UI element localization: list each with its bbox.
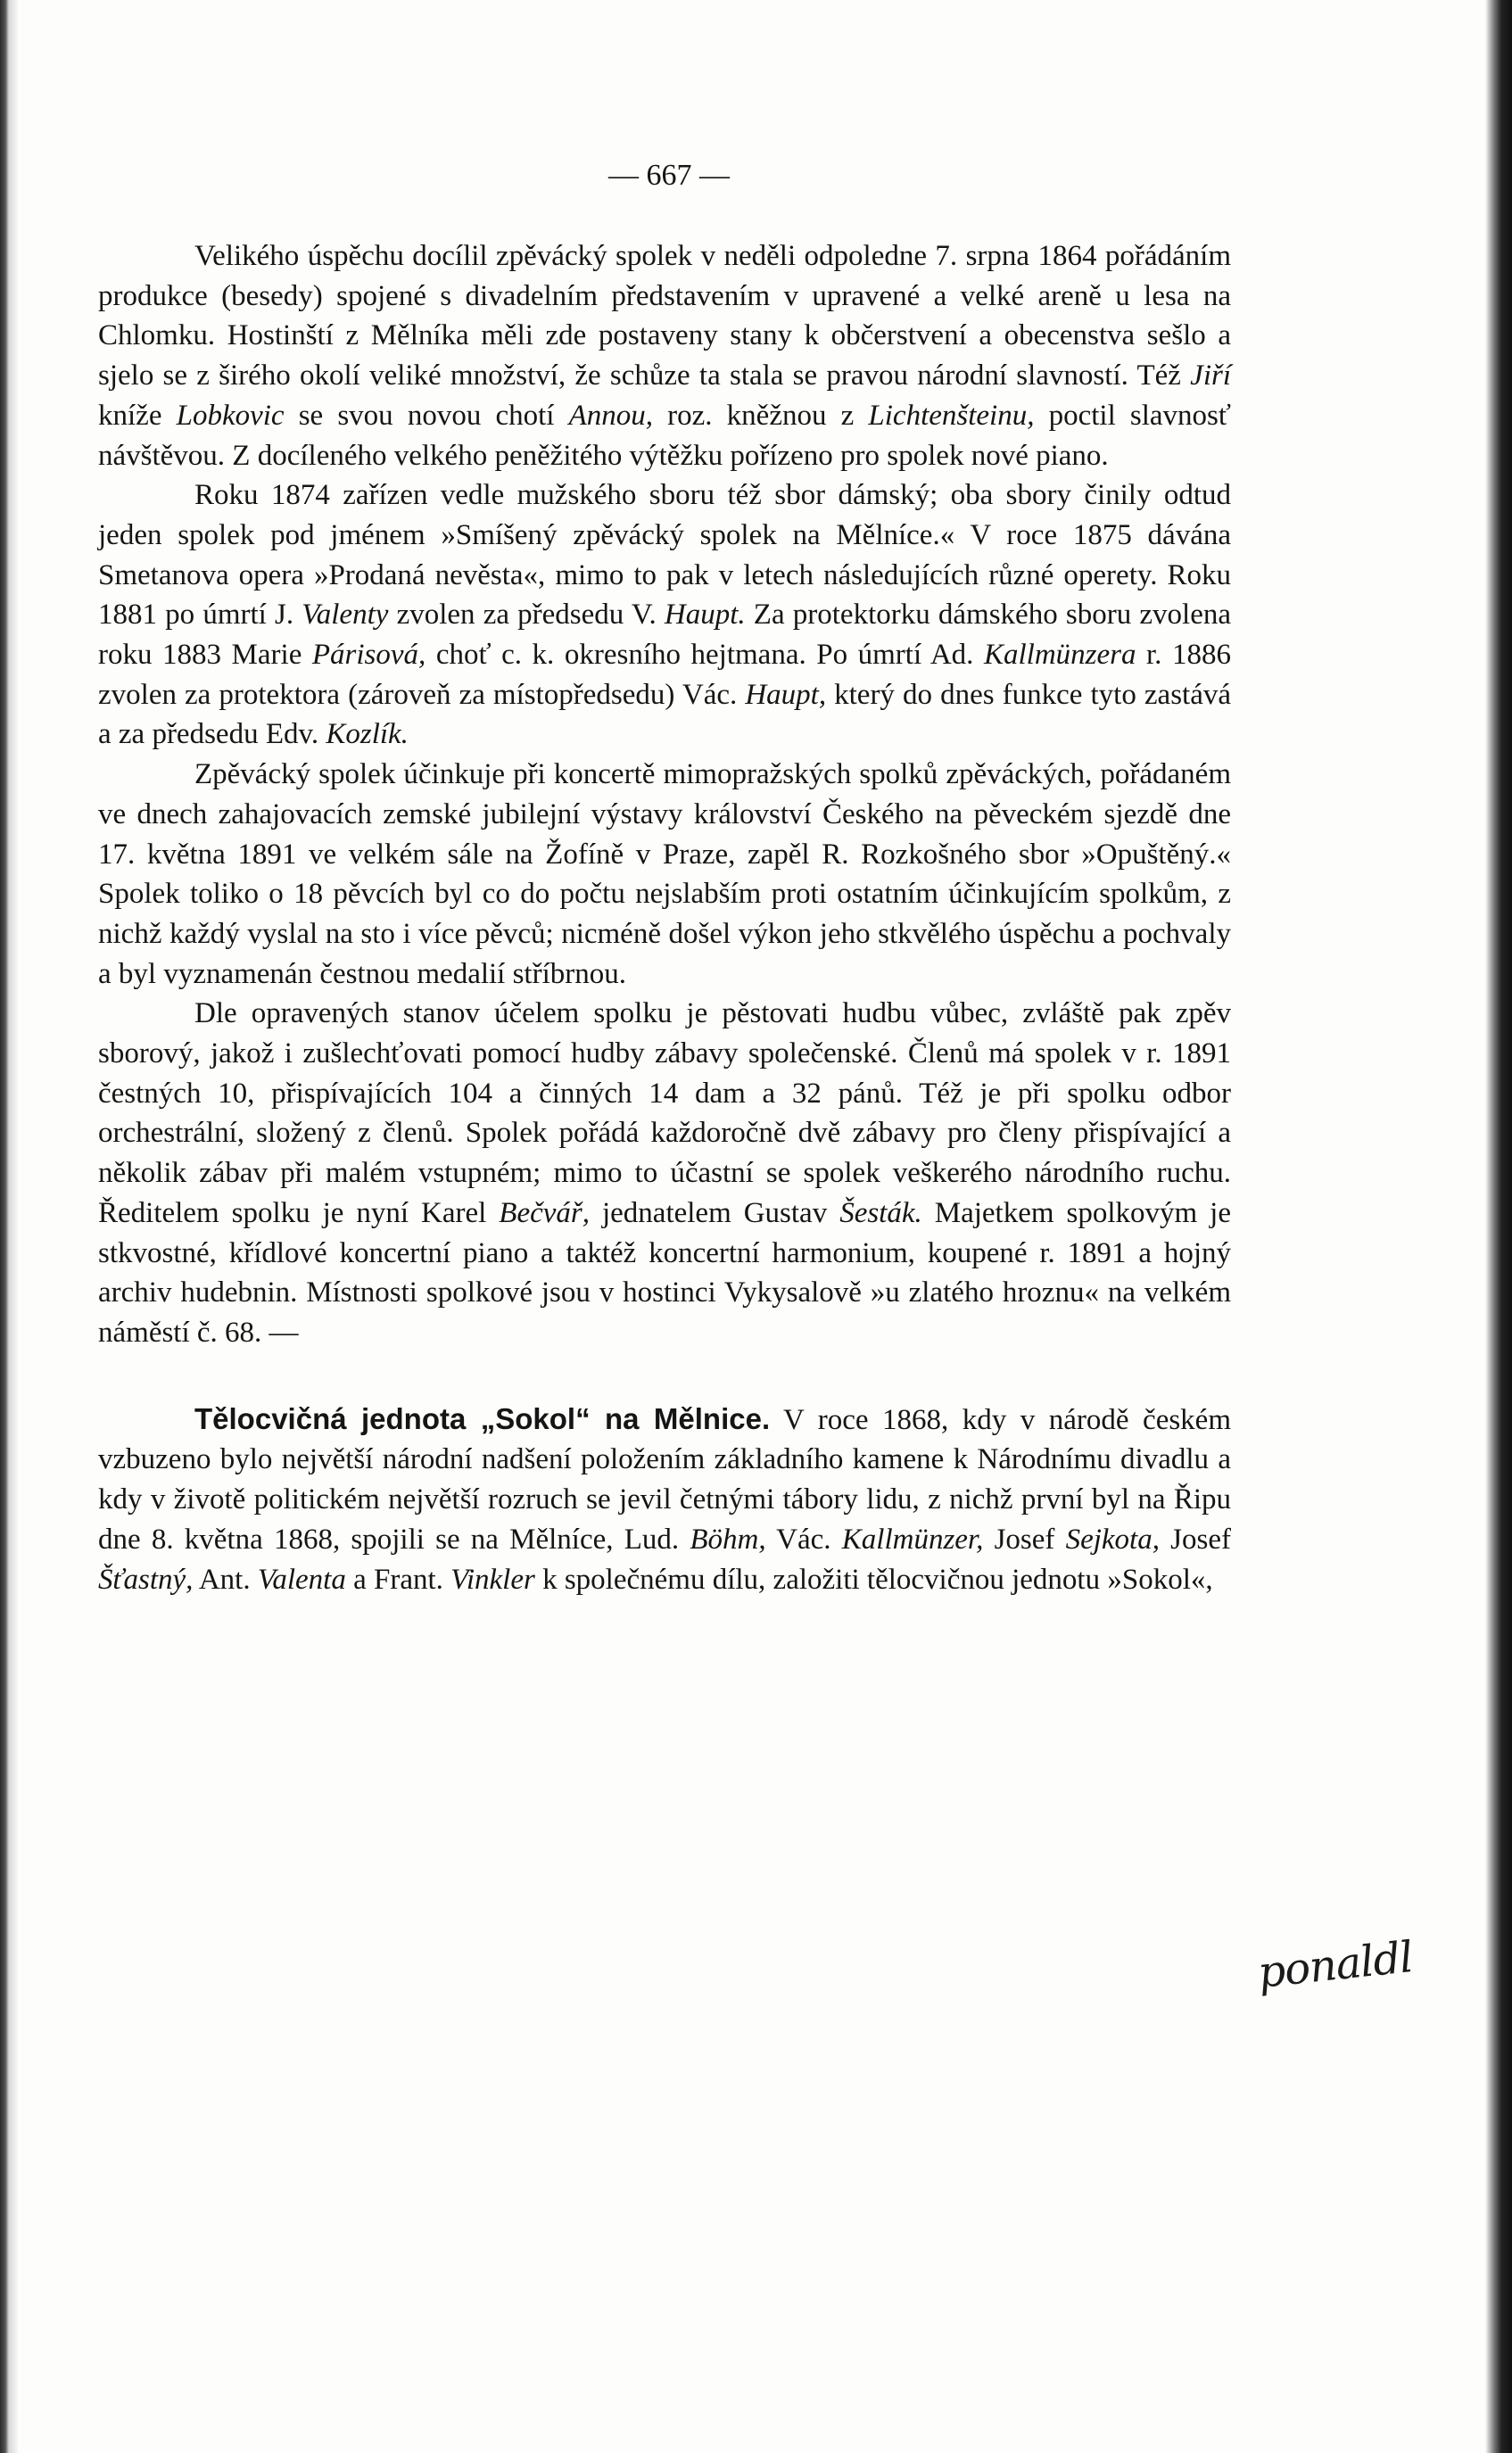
- italic-name: Jiří: [1190, 359, 1231, 392]
- text-run: Roku 1874 zařízen vedle mužského sboru též sbor dámský; oba sbory činily odtud jeden spolek pod jménem »Smíšený zpěvácký spolek na Mělníce.« V roce 1875 dávána Smetanova opera »Prodaná nevěsta«, mimo to pak v letech následujících různé operety. Roku 1881 po úmrtí J.: [98, 479, 1231, 632]
- text-run: Ant.: [193, 1563, 258, 1596]
- page-number: — 667 —: [608, 159, 730, 192]
- italic-name: Böhm,: [690, 1523, 766, 1556]
- text-run: Zpěvácký spolek účinkuje při koncertě mimopražských spolků zpěváckých, pořádaném ve dnech zahajovacích zemské jubilejní výstavy království Českého na pěveckém sjezdě dne 17. května 1891 ve velkém sále na Žofíně v Praze, zapěl R. Rozkošného sbor »Opuštěný.« Spolek toliko o 18 pěvcích byl co do počtu nejslabším proti ostatním účinkujícím spolkům, z nichž každý vyslal na sto i více pěvců; nicméně došel výkon jeho stkvělého úspěchu a pochvaly a byl vyznamenán čestnou medalií stříbrnou.: [98, 758, 1231, 990]
- text-run: Velikého úspěchu docílil zpěvácký spolek v neděli odpoledne 7. srpna 1864 pořádáním produkce (besedy) spojené s divadelním představením v upravené a velké areně u lesa na Chlomku. Hostinští z Mělníka měli zde postaveny stany k občerstvení a obecenstva sešlo a sjelo se z širého okolí veliké množství, že schůze ta stala se pravou národní slavností. Též: [98, 240, 1231, 392]
- text-run: V roce 1868, kdy v národě českém vzbuzeno bylo největší národní nadšení položením základního kamene k Národnímu divadlu a kdy v životě politickém největší rozruch se jevil četnými tábory lidu, z nichž první byl na Řipu dne 8. května 1868, spojili se na Mělníce, Lud.: [98, 1403, 1231, 1556]
- paragraph: [98, 1400, 1231, 1600]
- text-run: roz. kněžnou z: [653, 399, 869, 432]
- italic-name: Annou,: [568, 399, 654, 432]
- italic-name: Valenty: [302, 599, 389, 632]
- text-run: kníže: [98, 399, 177, 432]
- paragraph: [98, 755, 1231, 994]
- italic-name: Haupt,: [745, 678, 827, 711]
- italic-name: Valenta: [257, 1563, 346, 1596]
- text-run: poctil slavnosť návštěvou. Z docíleného velkého peněžitého výtěžku pořízeno pro spolek nové piano.: [98, 399, 1231, 472]
- italic-name: Šťastný,: [98, 1563, 194, 1596]
- paragraph: [98, 994, 1231, 1352]
- body-text: [98, 236, 1231, 1599]
- text-run: a Frant.: [345, 1563, 451, 1596]
- italic-name: Sejkota,: [1065, 1523, 1160, 1556]
- italic-name: Lichtenšteinu,: [868, 399, 1035, 432]
- page-right-edge: [1485, 0, 1512, 2453]
- paragraph: [98, 236, 1231, 475]
- text-run: Josef: [983, 1523, 1066, 1556]
- handwritten-margin-note: ponaldl: [1255, 1932, 1416, 1998]
- paragraph: [98, 475, 1231, 755]
- italic-name: Párisová,: [311, 639, 426, 672]
- page-left-edge: [0, 0, 18, 2453]
- text-run: Vác.: [765, 1523, 842, 1556]
- text-run: zvolen za předsedu V.: [388, 599, 665, 632]
- text-run: který do dnes funkce tyto zastává a za předsedu Edv.: [98, 678, 1231, 751]
- italic-name: Lobkovic: [176, 399, 285, 432]
- text-run: Za protektorku dámského sboru zvolena roku 1883 Marie: [98, 599, 1231, 672]
- italic-name: Haupt.: [664, 599, 746, 632]
- italic-name: Šesták.: [839, 1196, 922, 1229]
- text-run: Josef: [1159, 1523, 1232, 1556]
- text-run: Dle opravených stanov účelem spolku je pěstovati hudbu vůbec, zvláště pak zpěv sborový, jakož i zušlechťovati pomocí hudby zábavy společenské. Členů má spolek v r. 1891 čestných 10, přispívajících 104 a činných 14 dam a 32 pánů. Též je při spolku odbor orchestrální, složený z členů. Spolek pořádá každoročně dvě zábavy pro členy přispívající a několik zábav při malém vstupném; mimo to účastní se spolek veškerého národního ruchu. Ředitelem spolku je nyní Karel: [98, 997, 1231, 1229]
- italic-name: Bečvář,: [499, 1196, 590, 1229]
- text-run: r. 1886 zvolen za protektora (zároveň za místopředsedu) Vác.: [98, 639, 1231, 711]
- italic-name: Kallmünzera: [983, 639, 1136, 672]
- text-run: Majetkem spolkovým je stkvostné, křídlové koncertní piano a taktéž koncertní harmonium, koupené r. 1891 a hojný archiv hudebnin. Místnosti spolkové jsou v hostinci Vykysalově »u zlatého hroznu« na velkém náměstí č. 68. —: [98, 1196, 1231, 1349]
- text-run: k společnému dílu, založiti tělocvičnou jednotu »Sokol«,: [534, 1563, 1213, 1596]
- section-heading: Tělocvičná jednota „Sokol“ na Mělnice.: [194, 1401, 771, 1435]
- text-run: se svou novou chotí: [284, 399, 569, 432]
- italic-name: Vinkler: [450, 1563, 535, 1596]
- italic-name: Kallmünzer,: [841, 1523, 984, 1556]
- text-run: jednatelem Gustav: [590, 1196, 840, 1229]
- italic-name: Kozlík.: [326, 718, 409, 751]
- text-run: choť c. k. okresního hejtmana. Po úmrtí Ad.: [426, 639, 984, 672]
